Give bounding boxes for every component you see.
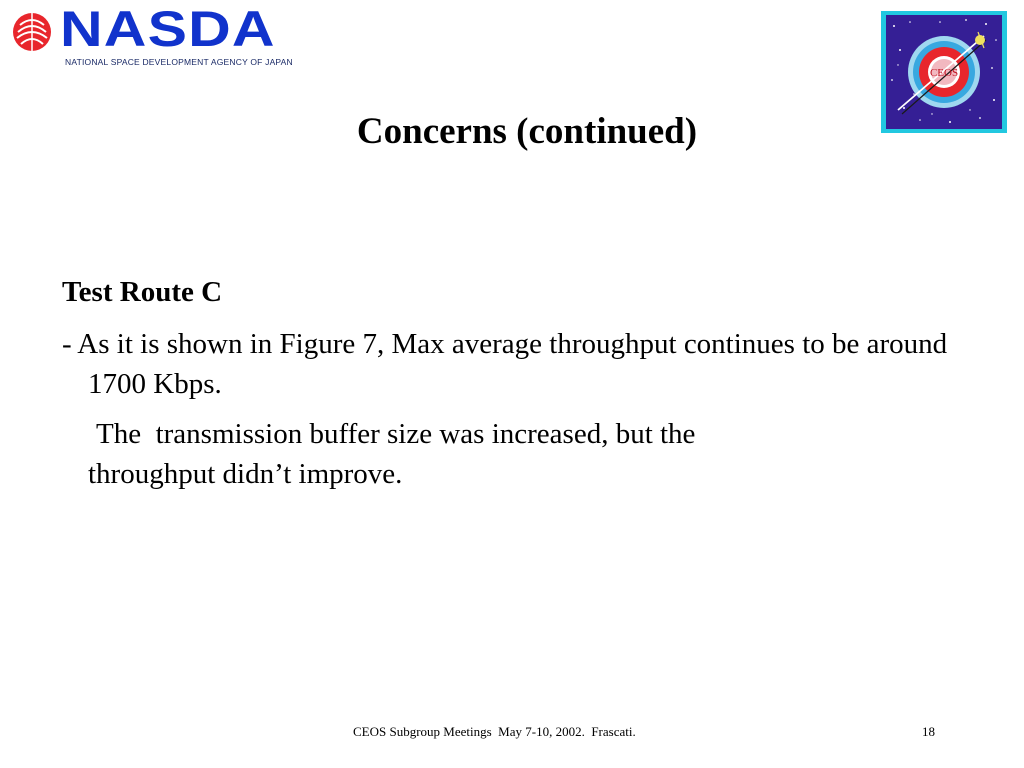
paragraph-buffer-rest: throughput didn’t improve. <box>88 458 403 491</box>
nasda-logo <box>12 1 342 72</box>
page-number: 18 <box>922 724 935 739</box>
nasda-wordmark: NASDA <box>60 1 276 57</box>
nasda-subtitle: NATIONAL SPACE DEVELOPMENT AGENCY OF JAPAN <box>65 57 293 67</box>
paragraph-throughput: - As it is shown in Figure 7, Max average throughput continues to be around 1700 Kbps. <box>62 328 948 401</box>
nasda-emblem-icon <box>12 12 52 52</box>
slide-title: Concerns (continued) <box>356 111 698 152</box>
paragraph-buffer-lead: The transmission buffer size was increased, but the <box>96 418 696 451</box>
footer-text: CEOS Subgroup Meetings May 7-10, 2002. Frascati. <box>353 724 636 739</box>
paragraph-buffer <box>62 414 972 494</box>
slide-body <box>62 272 972 494</box>
section-heading: Test Route C <box>62 276 223 308</box>
ceos-emblem-label: CEOS <box>929 67 959 79</box>
